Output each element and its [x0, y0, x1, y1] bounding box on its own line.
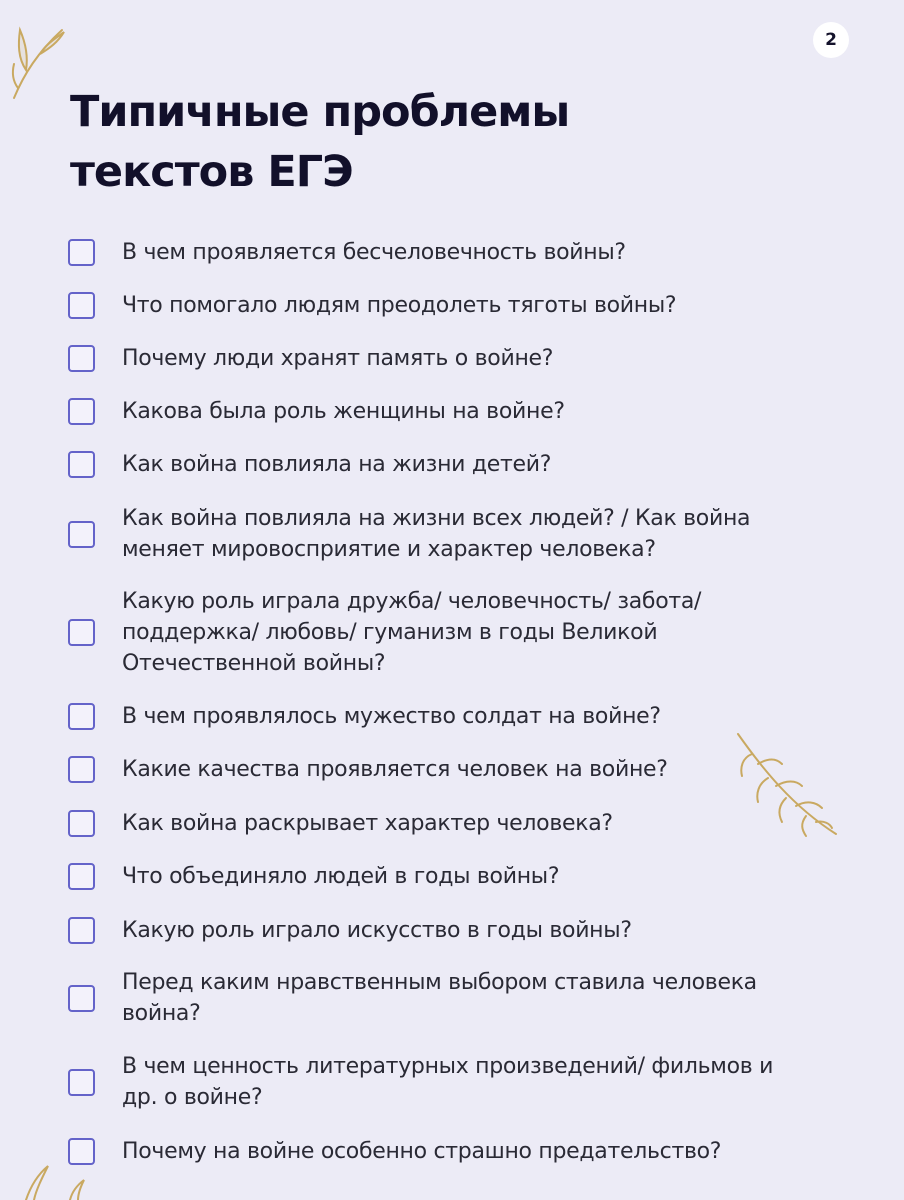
checklist-item — [68, 1136, 828, 1167]
label-line: Что объединяло людей в годы войны? — [122, 864, 560, 889]
checklist-item-label — [122, 343, 553, 374]
label-line: Перед каким нравственным выбором ставила человека — [122, 970, 757, 995]
label-line: поддержка/ любовь/ гуманизм в годы Великой — [122, 620, 658, 645]
checkbox[interactable] — [68, 292, 95, 319]
leaf-sprig-icon — [6, 14, 68, 104]
checkbox[interactable] — [68, 521, 95, 548]
label-line: др. о войне? — [122, 1085, 263, 1110]
checklist-item — [68, 449, 828, 480]
label-line: война? — [122, 1001, 201, 1026]
label-line: Какие качества проявляется человек на войне? — [122, 757, 668, 782]
checklist-item — [68, 701, 828, 732]
checklist-item — [68, 503, 828, 565]
checkbox[interactable] — [68, 398, 95, 425]
page-number-badge: 2 — [813, 22, 849, 58]
label-line: Как война раскрывает характер человека? — [122, 811, 613, 836]
checklist-item — [68, 237, 828, 268]
page-title-line: текстов ЕГЭ — [70, 147, 353, 197]
checklist-item-label — [122, 396, 565, 427]
checklist-item — [68, 396, 828, 427]
checkbox[interactable] — [68, 345, 95, 372]
checklist-item-label — [122, 861, 559, 892]
checklist-item — [68, 808, 828, 839]
label-line: В чем проявляется бесчеловечность войны? — [122, 240, 626, 265]
checkbox[interactable] — [68, 703, 95, 730]
label-line: Какую роль играла дружба/ человечность/ забота/ — [122, 589, 702, 614]
checklist-item-label — [122, 449, 551, 480]
label-line: Как война повлияла на жизни всех людей? / Как война — [122, 506, 751, 531]
label-line: Почему на войне особенно страшно предательство? — [122, 1139, 722, 1164]
checklist-item-label — [122, 967, 757, 1029]
checklist-item-label — [122, 701, 661, 732]
checkbox[interactable] — [68, 619, 95, 646]
checkbox[interactable] — [68, 756, 95, 783]
checklist-item-label — [122, 915, 632, 946]
checklist-item — [68, 586, 828, 679]
label-line: Почему люди хранят память о войне? — [122, 346, 554, 371]
checklist-item-label — [122, 808, 613, 839]
leaf-branch-icon — [732, 728, 842, 840]
leaf-sprig-icon — [8, 1160, 98, 1200]
label-line: меняет мировосприятие и характер человека? — [122, 537, 656, 562]
checkbox[interactable] — [68, 239, 95, 266]
checklist-item — [68, 290, 828, 321]
checklist-item — [68, 1051, 828, 1113]
checklist-item — [68, 754, 828, 785]
checklist-item — [68, 967, 828, 1029]
label-line: Что помогало людям преодолеть тяготы войны? — [122, 293, 677, 318]
checklist-item-label — [122, 503, 750, 565]
label-line: Как война повлияла на жизни детей? — [122, 452, 552, 477]
checkbox[interactable] — [68, 985, 95, 1012]
checklist-item — [68, 861, 828, 892]
checkbox[interactable] — [68, 863, 95, 890]
checkbox[interactable] — [68, 1069, 95, 1096]
checklist-item-label — [122, 237, 626, 268]
label-line: Какую роль играло искусство в годы войны? — [122, 918, 632, 943]
label-line: Какова была роль женщины на войне? — [122, 399, 565, 424]
checklist-item-label — [122, 1051, 773, 1113]
checklist-item-label — [122, 754, 668, 785]
label-line: В чем ценность литературных произведений/ фильмов и — [122, 1054, 774, 1079]
checkbox[interactable] — [68, 810, 95, 837]
page-title-line: Типичные проблемы — [70, 87, 570, 137]
label-line: В чем проявлялось мужество солдат на войне? — [122, 704, 661, 729]
checkbox[interactable] — [68, 917, 95, 944]
label-line: Отечественной войны? — [122, 651, 386, 676]
checklist-item-label — [122, 290, 676, 321]
checklist-item — [68, 343, 828, 374]
checklist-item-label — [122, 586, 701, 679]
checklist-item-label — [122, 1136, 721, 1167]
page-title — [70, 82, 569, 202]
checklist-item — [68, 915, 828, 946]
checkbox[interactable] — [68, 451, 95, 478]
